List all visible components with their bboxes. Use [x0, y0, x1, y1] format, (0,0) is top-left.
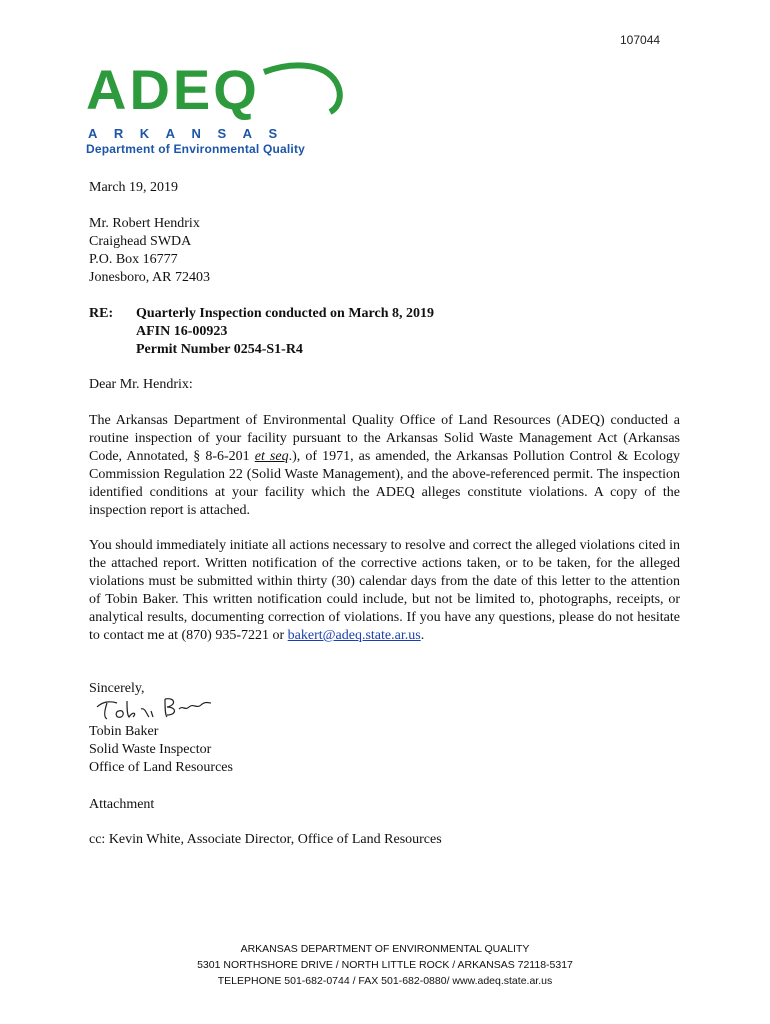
handwritten-signature	[93, 695, 213, 725]
letter-date: March 19, 2019	[89, 180, 179, 195]
re-subject: Quarterly Inspection conducted on March 8, 2019	[136, 306, 435, 321]
et-seq: et seq	[254, 449, 289, 464]
recipient-address	[89, 215, 680, 287]
paragraph-2	[89, 537, 680, 645]
footer-agency: ARKANSAS DEPARTMENT OF ENVIRONMENTAL QUALITY	[240, 943, 530, 955]
footer-address: 5301 NORTHSHORE DRIVE / NORTH LITTLE ROCK / ARKANSAS 72118-5317	[197, 959, 573, 971]
closing: Sincerely,	[89, 681, 145, 696]
paragraph-1	[89, 412, 680, 520]
recipient-city: Jonesboro, AR 72403	[89, 270, 210, 285]
paragraph-1-text-a: The Arkansas Department of Environmental Quality Office of Land Resources (ADEQ) conducted a routine inspection of your facility pursuant to the Arkansas Solid Waste Management Act (Arkansas Code, Annotated, § 8-6-201	[89, 413, 680, 464]
logo-wordmark: ADEQ	[86, 58, 260, 121]
attachment-note: Attachment	[89, 797, 155, 812]
signer-title: Solid Waste Inspector	[89, 742, 212, 757]
salutation: Dear Mr. Hendrix:	[89, 377, 193, 392]
re-afin: AFIN 16-00923	[136, 324, 228, 339]
recipient-po-box: P.O. Box 16777	[89, 252, 178, 267]
logo-state: ARKANSAS	[88, 126, 294, 141]
document-id: 107044	[620, 33, 661, 47]
paragraph-1-text-b: .), of 1971, as amended, the Arkansas Pollution Control & Ecology Commission Regulation 22 (Solid Waste Management), and the above-referenced permit. The inspection identified conditions at your facility which the ADEQ alleges constitute violations. A copy of the inspection report is attached.	[89, 449, 681, 518]
letterhead-footer	[0, 941, 770, 989]
paragraph-2-text: You should immediately initiate all actions necessary to resolve and correct the alleged violations cited in the attached report. Written notification of the corrective actions taken, or to be taken, for the alleged violations must be submitted within thirty (30) calendar days from the date of this letter to the attention of Tobin Baker. This written notification could include, but not be limited to, photographs, receipts, or analytical results, documenting correction of violations. If you have any questions, please do not hesitate to contact me at (870) 935-7221 or	[89, 538, 680, 643]
cc-line: cc: Kevin White, Associate Director, Office of Land Resources	[89, 832, 442, 847]
signer-name: Tobin Baker	[89, 724, 159, 739]
email-link[interactable]: bakert@adeq.state.ar.us	[287, 628, 421, 643]
recipient-name: Mr. Robert Hendrix	[89, 216, 200, 231]
recipient-org: Craighead SWDA	[89, 234, 192, 249]
signer-office: Office of Land Resources	[89, 760, 233, 775]
signer-block	[89, 723, 680, 777]
re-label: RE:	[89, 306, 114, 321]
footer-contact: TELEPHONE 501-682-0744 / FAX 501-682-0880/ www.adeq.state.ar.us	[217, 975, 553, 987]
re-permit: Permit Number 0254-S1-R4	[136, 342, 303, 357]
logo-department: Department of Environmental Quality	[86, 142, 306, 156]
paragraph-2-end: .	[420, 628, 425, 643]
adeq-logo	[86, 60, 346, 160]
